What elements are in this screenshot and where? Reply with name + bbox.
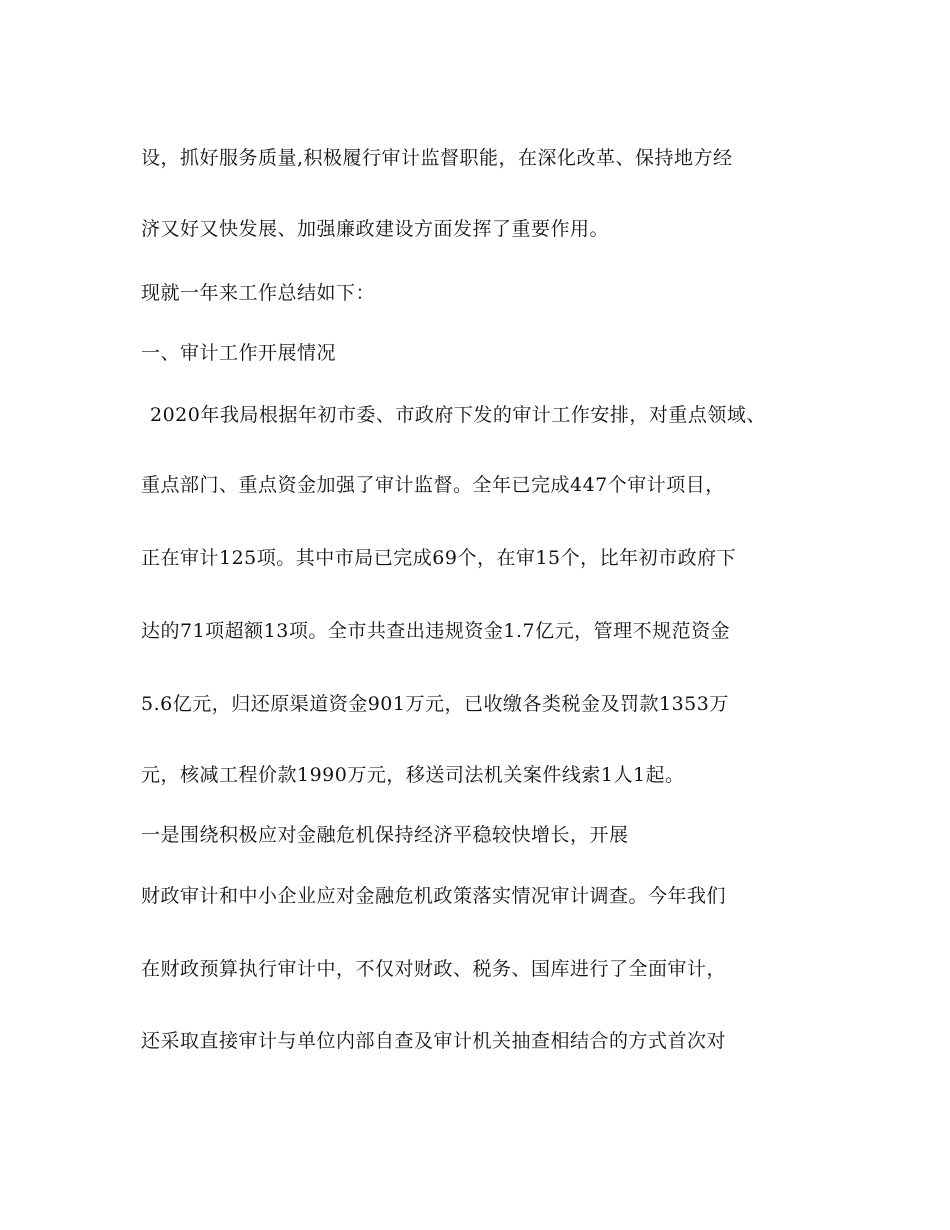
- text-line: 元，核减工程价款1990万元，移送司法机关案件线索1人1起。: [141, 764, 685, 786]
- text-line: 2020年我局根据年初市委、市政府下发的审计工作安排，对重点领域、: [150, 404, 766, 426]
- text-line: 设，抓好服务质量,积极履行审计监督职能，在深化改革、保持地方经: [141, 147, 733, 169]
- text-line: 正在审计125项。其中市局已完成69个，在审15个，比年初市政府下: [141, 547, 737, 569]
- text-line: 一是围绕积极应对金融危机保持经济平稳较快增长，开展: [141, 824, 629, 846]
- text-line: 5.6亿元，归还原渠道资金901万元，已收缴各类税金及罚款1353万: [141, 693, 729, 715]
- text-line: 重点部门、重点资金加强了审计监督。全年已完成447个审计项目，: [141, 474, 725, 496]
- text-line: 达的71项超额13项。全市共查出违规资金1.7亿元，管理不规范资金: [141, 620, 731, 642]
- text-line: 财政审计和中小企业应对金融危机政策落实情况审计调查。今年我们: [141, 885, 727, 907]
- text-line: 在财政预算执行审计中，不仅对财政、税务、国库进行了全面审计，: [141, 958, 727, 980]
- text-line: 还采取直接审计与单位内部自查及审计机关抽查相结合的方式首次对: [141, 1030, 727, 1052]
- text-line: 现就一年来工作总结如下：: [141, 282, 376, 304]
- text-line: 济又好又快发展、加强廉政建设方面发挥了重要作用。: [141, 218, 610, 240]
- section-heading: 一、审计工作开展情况: [141, 342, 337, 364]
